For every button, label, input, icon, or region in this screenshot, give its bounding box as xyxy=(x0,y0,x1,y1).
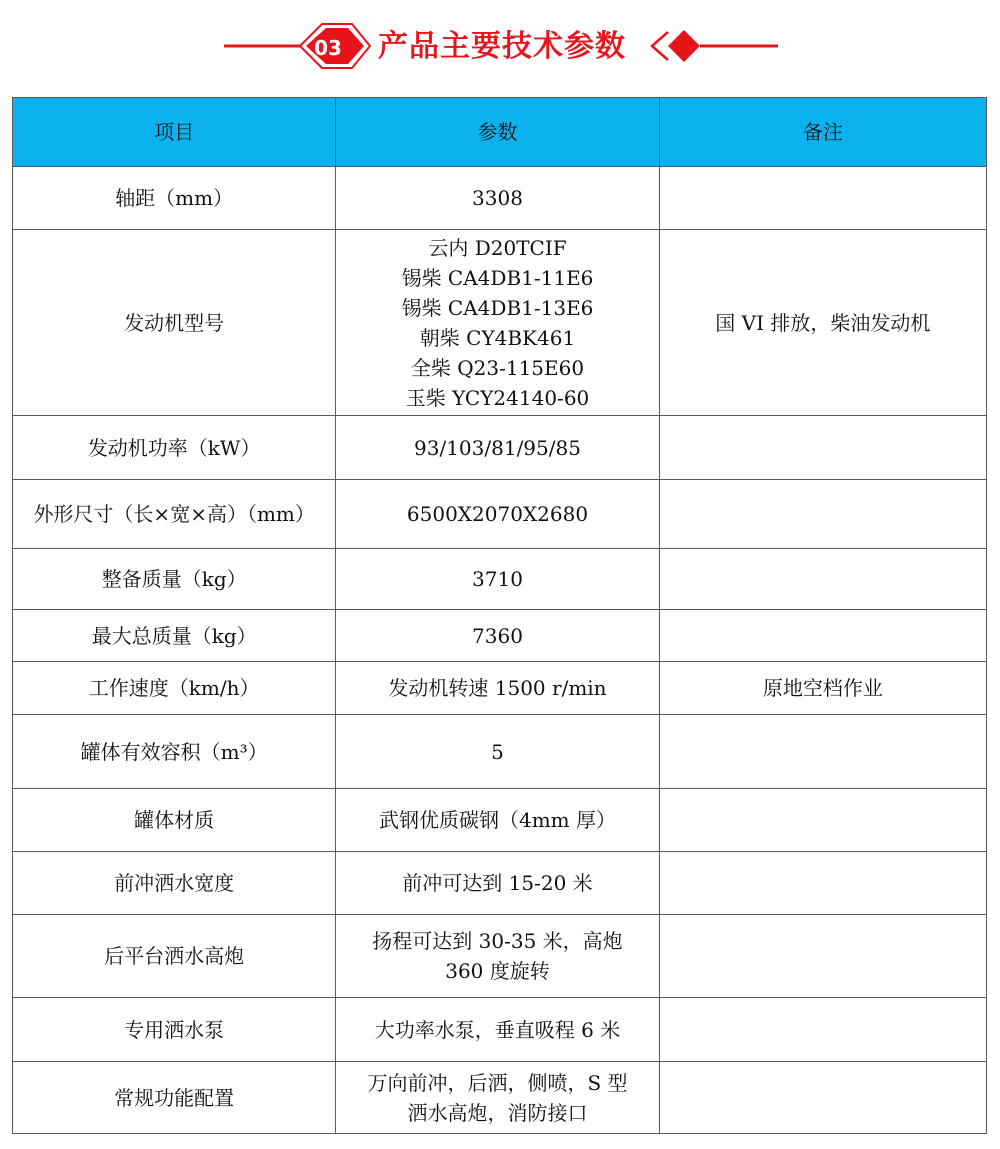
table-row xyxy=(13,230,987,416)
value-line: 大功率水泵，垂直吸程 6 米 xyxy=(374,1017,621,1042)
header-value: 参数 xyxy=(336,98,659,167)
row-note xyxy=(659,610,986,662)
value-line: 7360 xyxy=(472,623,523,648)
row-note: 原地空档作业 xyxy=(659,662,986,715)
row-item: 常规功能配置 xyxy=(13,1062,336,1134)
spec-table xyxy=(12,97,987,1134)
row-note xyxy=(659,715,986,789)
value-line: 玉柴 YCY24140-60 xyxy=(405,385,590,410)
row-value xyxy=(336,852,659,915)
value-line: 武钢优质碳钢（4mm 厚） xyxy=(378,808,616,832)
row-note xyxy=(659,915,986,998)
row-note xyxy=(659,1062,986,1134)
table-row xyxy=(13,480,987,549)
row-item: 罐体有效容积（m³） xyxy=(13,715,336,789)
section-number-badge: 03 xyxy=(314,36,342,60)
row-note xyxy=(659,167,986,230)
row-value xyxy=(336,416,659,480)
row-value xyxy=(336,715,659,789)
table-row xyxy=(13,610,987,662)
table-row xyxy=(13,789,987,852)
section-banner xyxy=(0,0,1000,90)
row-item: 专用洒水泵 xyxy=(13,998,336,1062)
row-item: 后平台洒水高炮 xyxy=(13,915,336,998)
table-header-row xyxy=(13,98,987,167)
row-item: 最大总质量（kg） xyxy=(13,610,336,662)
row-note xyxy=(659,480,986,549)
row-item: 发动机功率（kW） xyxy=(13,416,336,480)
row-item: 前冲洒水宽度 xyxy=(13,852,336,915)
value-line: 前冲可达到 15-20 米 xyxy=(402,871,593,895)
value-line: 3710 xyxy=(472,567,523,591)
value-line: 360 度旋转 xyxy=(445,959,550,983)
row-value xyxy=(336,662,659,715)
header-note: 备注 xyxy=(659,98,986,167)
row-value xyxy=(336,1062,659,1134)
value-line: 锡柴 CA4DB1-11E6 xyxy=(401,265,594,290)
section-title: 产品主要技术参数 xyxy=(378,29,626,64)
row-note xyxy=(659,789,986,852)
row-item: 发动机型号 xyxy=(13,230,336,416)
row-value xyxy=(336,610,659,662)
table-row xyxy=(13,167,987,230)
value-line: 万向前冲，后洒，侧喷，S 型 xyxy=(367,1070,628,1095)
row-item: 整备质量（kg） xyxy=(13,549,336,610)
row-note xyxy=(659,852,986,915)
table-row xyxy=(13,915,987,998)
value-line: 5 xyxy=(491,739,504,764)
table-row xyxy=(13,852,987,915)
table-row xyxy=(13,998,987,1062)
row-value xyxy=(336,789,659,852)
value-line: 锡柴 CA4DB1-13E6 xyxy=(401,295,594,320)
value-line: 朝柴 CY4BK461 xyxy=(419,325,576,350)
row-value xyxy=(336,998,659,1062)
row-note xyxy=(659,998,986,1062)
value-line: 扬程可达到 30-35 米，高炮 xyxy=(372,929,623,953)
header-item: 项目 xyxy=(13,98,336,167)
row-value xyxy=(336,480,659,549)
table-row xyxy=(13,662,987,715)
row-note xyxy=(659,549,986,610)
row-value xyxy=(336,915,659,998)
value-line: 洒水高炮，消防接口 xyxy=(407,1100,588,1125)
row-note: 国 VI 排放，柴油发动机 xyxy=(659,230,986,416)
value-line: 云内 D20TCIF xyxy=(428,235,567,260)
table-row xyxy=(13,416,987,480)
row-item: 轴距（mm） xyxy=(13,167,336,230)
value-line: 全柴 Q23-115E60 xyxy=(410,355,585,380)
value-line: 6500X2070X2680 xyxy=(406,502,589,526)
table-row xyxy=(13,715,987,789)
row-value xyxy=(336,549,659,610)
row-item: 工作速度（km/h） xyxy=(13,662,336,715)
row-item: 罐体材质 xyxy=(13,789,336,852)
value-line: 3308 xyxy=(472,186,523,210)
value-line: 93/103/81/95/85 xyxy=(414,435,581,460)
row-note xyxy=(659,416,986,480)
table-row xyxy=(13,1062,987,1134)
table-row xyxy=(13,549,987,610)
row-item: 外形尺寸（长×宽×高）（mm） xyxy=(13,480,336,549)
row-value xyxy=(336,230,659,416)
row-value xyxy=(336,167,659,230)
value-line: 发动机转速 1500 r/min xyxy=(388,676,607,700)
